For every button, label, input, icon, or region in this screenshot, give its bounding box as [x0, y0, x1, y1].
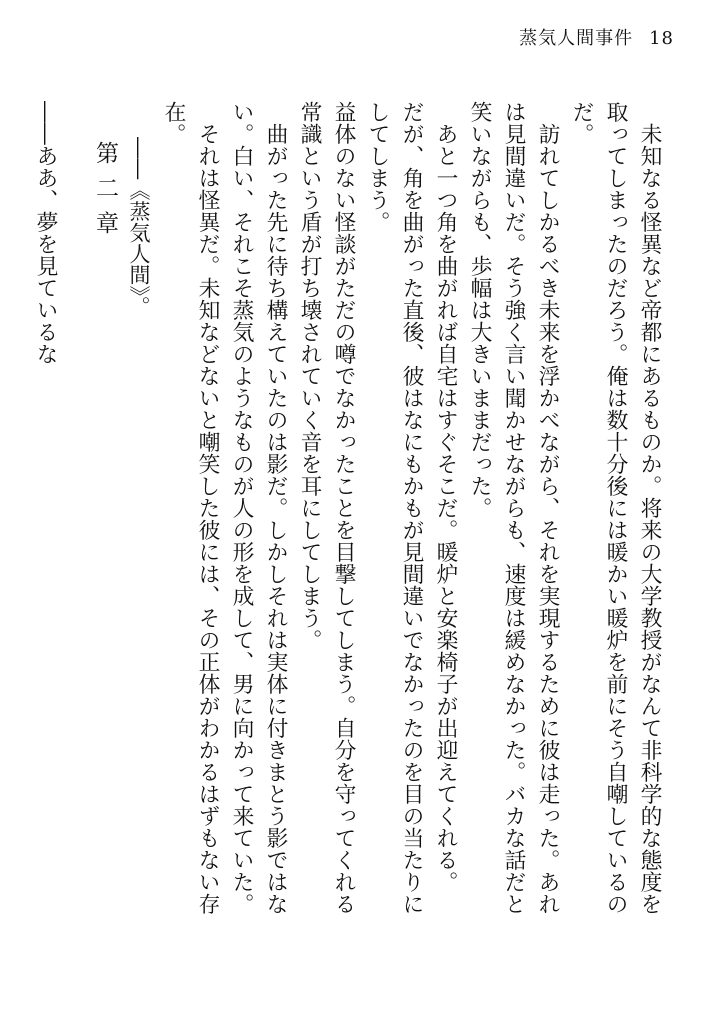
vertical-text-body — [14, 101, 666, 921]
paragraph: あと一つ角を曲がれば自宅はすぐそこだ。暖炉と安楽椅子が出迎えてくれる。 — [433, 101, 458, 893]
section-closing: ――《蒸気人間》。 — [127, 137, 151, 318]
paragraph: 訪れてしかるべき未来を浮かべながら、それを実現するために彼は走った。あれは見間違いだ。そう強く言い聞かせながらも、速度は緩めなかった。バカな話だと笑いながらも、歩幅は大きいままだった。 — [467, 101, 560, 915]
page-number: 18 — [649, 28, 674, 49]
chapter-heading: 第二章 — [92, 141, 118, 246]
paragraph: 益体のない怪談がただの噂でなかったことを目撃してしまう。自分を守ってくれる常識という盾が打ち壊されていく音を耳にしてしまう。 — [297, 101, 356, 915]
chapter-first-line: ――ああ、夢を見ているな — [33, 101, 58, 365]
paragraph: 曲がった先に待ち構えていたのは影だ。しかしそれは実体に付きまとう影ではない。白い、それこそ蒸気のようなものが人の形を成して、男に向かって来ていた。 — [229, 101, 288, 915]
book-title: 蒸気人間事件 — [519, 28, 634, 49]
paragraph: それは怪異だ。未知などないと嘲笑した彼には、その正体がわかるはずもない存在。 — [161, 101, 220, 915]
paragraph: 未知なる怪異など帝都にあるものか。将来の大学教授がなんて非科学的な態度を取ってしまったのだろう。俺は数十分後には暖かい暖炉を前にそう自嘲しているのだ。 — [569, 101, 662, 915]
paragraph: だが、角を曲がった直後、彼はなにもかもが見間違いでなかったのを目の当たりにしてしまう。 — [365, 101, 424, 915]
running-header — [519, 24, 674, 50]
